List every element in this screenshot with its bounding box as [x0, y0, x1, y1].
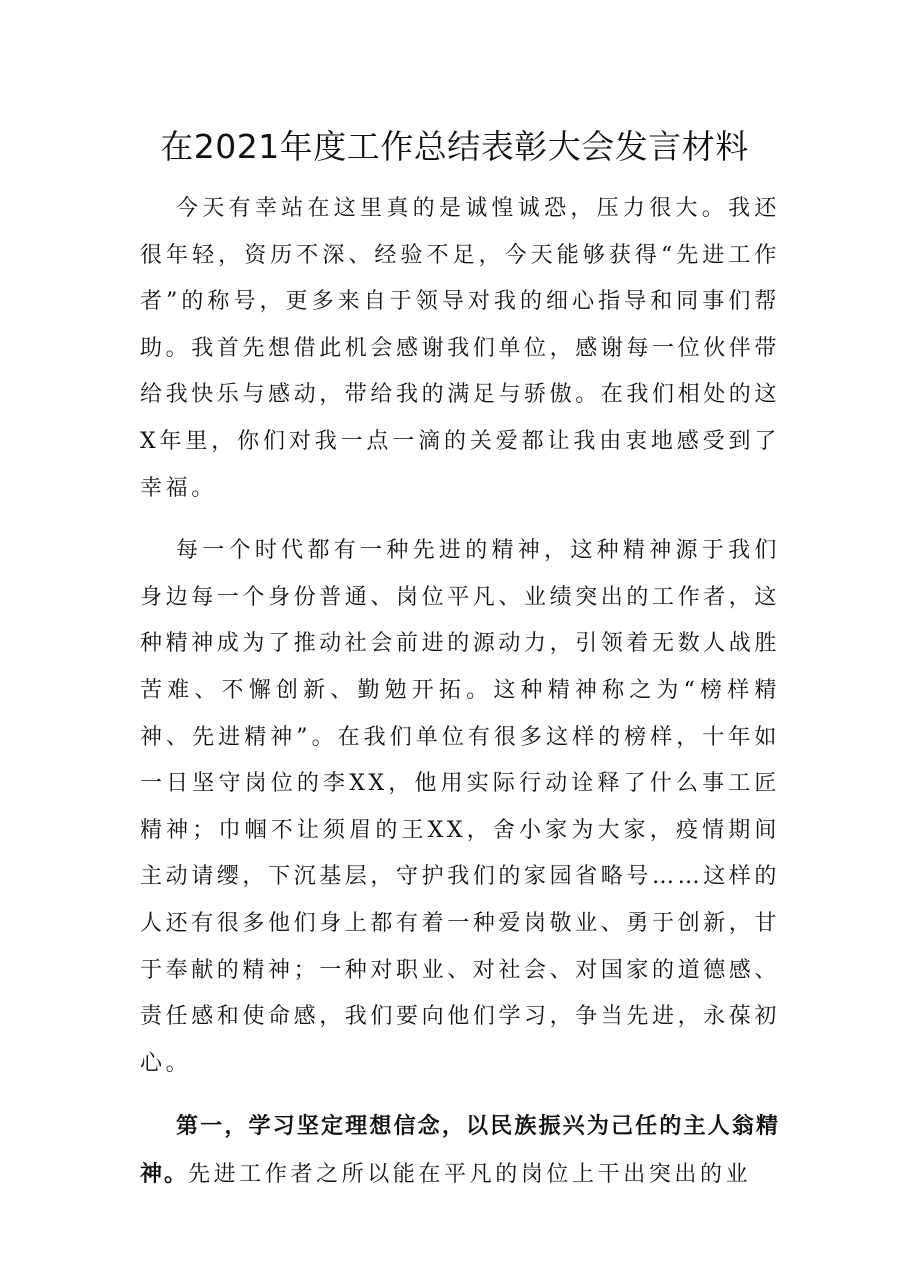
document-body	[140, 186, 780, 1198]
document-title: 在2021年度工作总结表彰大会发言材料	[160, 127, 749, 166]
paragraph-3-bold-heading: 第一，学习坚定理想信念，以民族振兴为己任的主人翁精神。	[140, 1113, 780, 1187]
paragraph-2	[140, 528, 780, 1087]
paragraph-1-text: 今天有幸站在这里真的是诚惶诚恐，压力很大。我还很年轻，资历不深、经验不足，今天能够获得“先进工作者”的称号，更多来自于领导对我的细心指导和同事们帮助。我首先想借此机会感谢我们单位，感谢每一位伙伴带给我快乐与感动，带给我的满足与骄傲。在我们相处的这X年里，你们对我一点一滴的关爱都让我由衷地感受到了幸福。	[140, 196, 781, 501]
paragraph-2-text: 每一个时代都有一种先进的精神，这种精神源于我们身边每一个身份普通、岗位平凡、业绩突出的工作者，这种精神成为了推动社会前进的源动力，引领着无数人战胜苦难、不懈创新、勤勉开拓。这种精神称之为“榜样精神、先进精神”。在我们单位有很多这样的榜样，十年如一日坚守岗位的李XX，他用实际行动诠释了什么事工匠精神；巾帼不让须眉的王XX，舍小家为大家，疫情期间主动请缨，下沉基层，守护我们的家园省略号……这样的人还有很多他们身上都有着一种爱岗敬业、勇于创新，甘于奉献的精神；一种对职业、对社会、对国家的道德感、责任感和使命感，我们要向他们学习，争当先进，永葆初心。	[140, 538, 781, 1076]
paragraph-3-text: 先进工作者之所以能在平凡的岗位上干出突出的业	[188, 1161, 752, 1187]
paragraph-3	[140, 1103, 780, 1198]
paragraph-1	[140, 186, 780, 512]
